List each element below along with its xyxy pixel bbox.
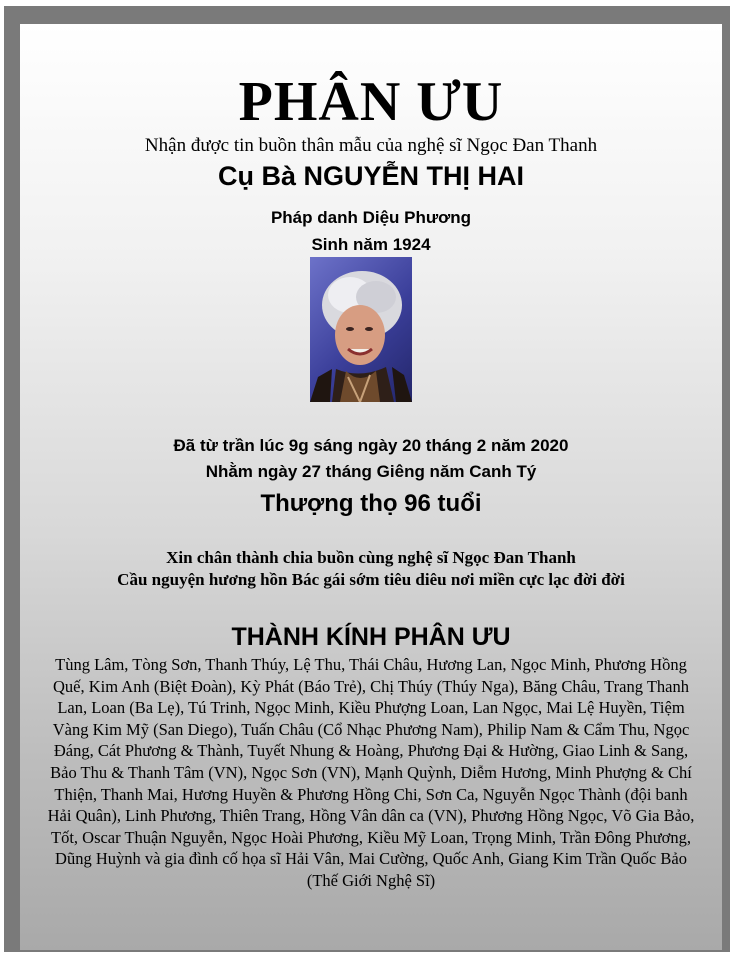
portrait-photo: [310, 257, 412, 402]
death-date: Đã từ trần lúc 9g sáng ngày 20 tháng 2 năm 2020: [173, 436, 569, 455]
sender-list: Tùng Lâm, Tòng Sơn, Thanh Thúy, Lệ Thu, Thái Châu, Hương Lan, Ngọc Minh, Phương Hồng Quế, Kim Anh (Biệt Đoàn), Kỳ Phát (Báo Trẻ), Chị Thúy (Thúy Nga), Băng Châu, Trang Thanh Lan, Loan (Ba Lẹ), Tú Trinh, Ngọc Minh, Kiều Phượng Loan, Lan Ngọc, Mai Lệ Huyền, Tiệm Vàng Kim Mỹ (San Diego), Tuấn Châu (Cổ Nhạc Phương Nam), Philip Nam & Cẩm Thu, Ngọc Đáng, Cát Phương & Thành, Tuyết Nhung & Hoàng, Phương Đại & Hường, Giao Linh & Sang, Bảo Thu & Thanh Tâm (VN), Ngọc Sơn (VN), Mạnh Quỳnh, Diễm Hương, Minh Phượng & Chí Thiện, Thanh Mai, Hương Huyền & Phương Hồng Chi, Sơn Ca, Nguyễn Ngọc Thành (đội banh Hải Quân), Linh Phương, Thiên Trang, Hồng Vân dân ca (VN), Phương Hồng Ngọc, Võ Gia Bảo, Tốt, Oscar Thuận Nguyễn, Ngọc Hoài Phương, Kiều Mỹ Loan, Trọng Minh, Trần Đông Phương, Dũng Huỳnh và gia đình cố họa sĩ Hải Vân, Mai Cường, Quốc Anh, Giang Kim Trần Quốc Bảo (Thế Giới Nghệ Sĩ): [47, 655, 695, 890]
condolence-heading: THÀNH KÍNH PHÂN ƯU: [231, 623, 511, 651]
lunar-date: Nhằm ngày 27 tháng Giêng năm Canh Tý: [205, 462, 537, 481]
notice-subtitle: Nhận được tin buồn thân mẫu của nghệ sĩ Ngọc Đan Thanh: [144, 135, 598, 156]
portrait-illustration: [310, 257, 412, 402]
dharma-name: Pháp danh Diệu Phương: [270, 208, 472, 227]
birth-year: Sinh năm 1924: [311, 235, 431, 254]
condolence-line-1: Xin chân thành chia buồn cùng nghệ sĩ Ngọc Đan Thanh: [166, 548, 576, 567]
deceased-name: Cụ Bà NGUYỄN THỊ HAI: [217, 161, 525, 191]
condolence-line-2: Cầu nguyện hương hồn Bác gái sớm tiêu diêu nơi miền cực lạc đời đời: [117, 570, 625, 589]
notice-frame: [4, 6, 730, 952]
age-at-death: Thượng thọ 96 tuổi: [260, 490, 482, 517]
notice-card: [20, 24, 722, 950]
notice-title: PHÂN ƯU: [238, 71, 504, 133]
